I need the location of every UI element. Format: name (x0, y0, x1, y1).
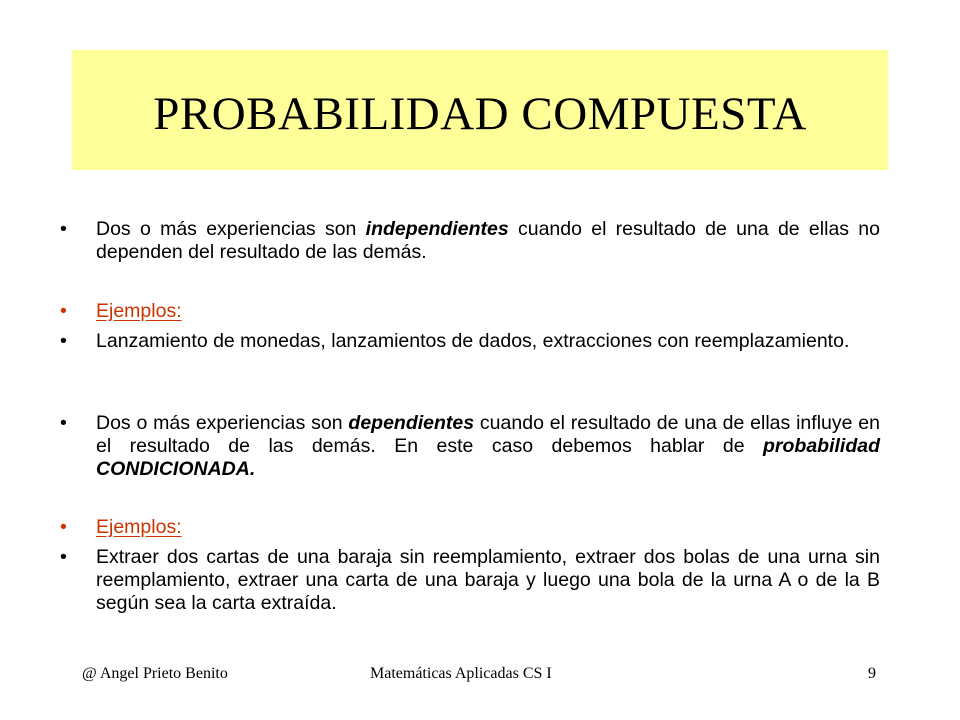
bullet-ejemplos-text-1 (60, 330, 880, 353)
bullet-dot-icon: • (60, 330, 67, 352)
ejemplos-label: Ejemplos: (96, 300, 182, 322)
bullet-text: Extraer dos cartas de una baraja sin reemplamiento, extraer dos bolas de una urna sin reemplamiento, extraer una carta de una baraja y luego una bola de la urna A o de la B según sea la carta extraída. (96, 546, 880, 614)
bullet-text: Dos o más experiencias son (96, 412, 349, 434)
ejemplos-label: Ejemplos: (96, 516, 182, 538)
bullet-dot-icon: • (60, 218, 67, 240)
bullet-dot-icon: • (60, 516, 67, 538)
bullet-text: cuando el resultado de una de ellas influye en el resultado de las demás. En este caso debemos hablar de (96, 412, 880, 457)
emphasis-condicionada: probabilidad CONDICIONADA. (96, 435, 880, 480)
bullet-text: cuando el resultado de una de ellas no dependen del resultado de las demás. (96, 218, 880, 263)
bullet-ejemplos-label-1 (60, 300, 880, 323)
footer-page-number: 9 (868, 665, 876, 682)
slide-title: PROBABILIDAD COMPUESTA (153, 88, 807, 140)
bullet-ejemplos-label-2 (60, 516, 880, 539)
bullet-dot-icon: • (60, 412, 67, 434)
emphasis-dependientes: dependientes (348, 412, 475, 434)
bullet-text: Dos o más experiencias son (96, 218, 366, 240)
footer-course: Matemáticas Aplicadas CS I (370, 665, 552, 682)
bullet-text: Lanzamiento de monedas, lanzamientos de dados, extracciones con reemplazamiento. (96, 330, 850, 352)
title-banner (72, 50, 888, 170)
emphasis-independientes: independientes (365, 218, 509, 240)
footer-author: @ Angel Prieto Benito (82, 665, 228, 682)
bullet-dependientes (60, 412, 880, 481)
bullet-independientes (60, 218, 880, 264)
bullet-dot-icon: • (60, 546, 67, 568)
bullet-dot-icon: • (60, 300, 67, 322)
bullet-ejemplos-text-2 (60, 546, 880, 615)
